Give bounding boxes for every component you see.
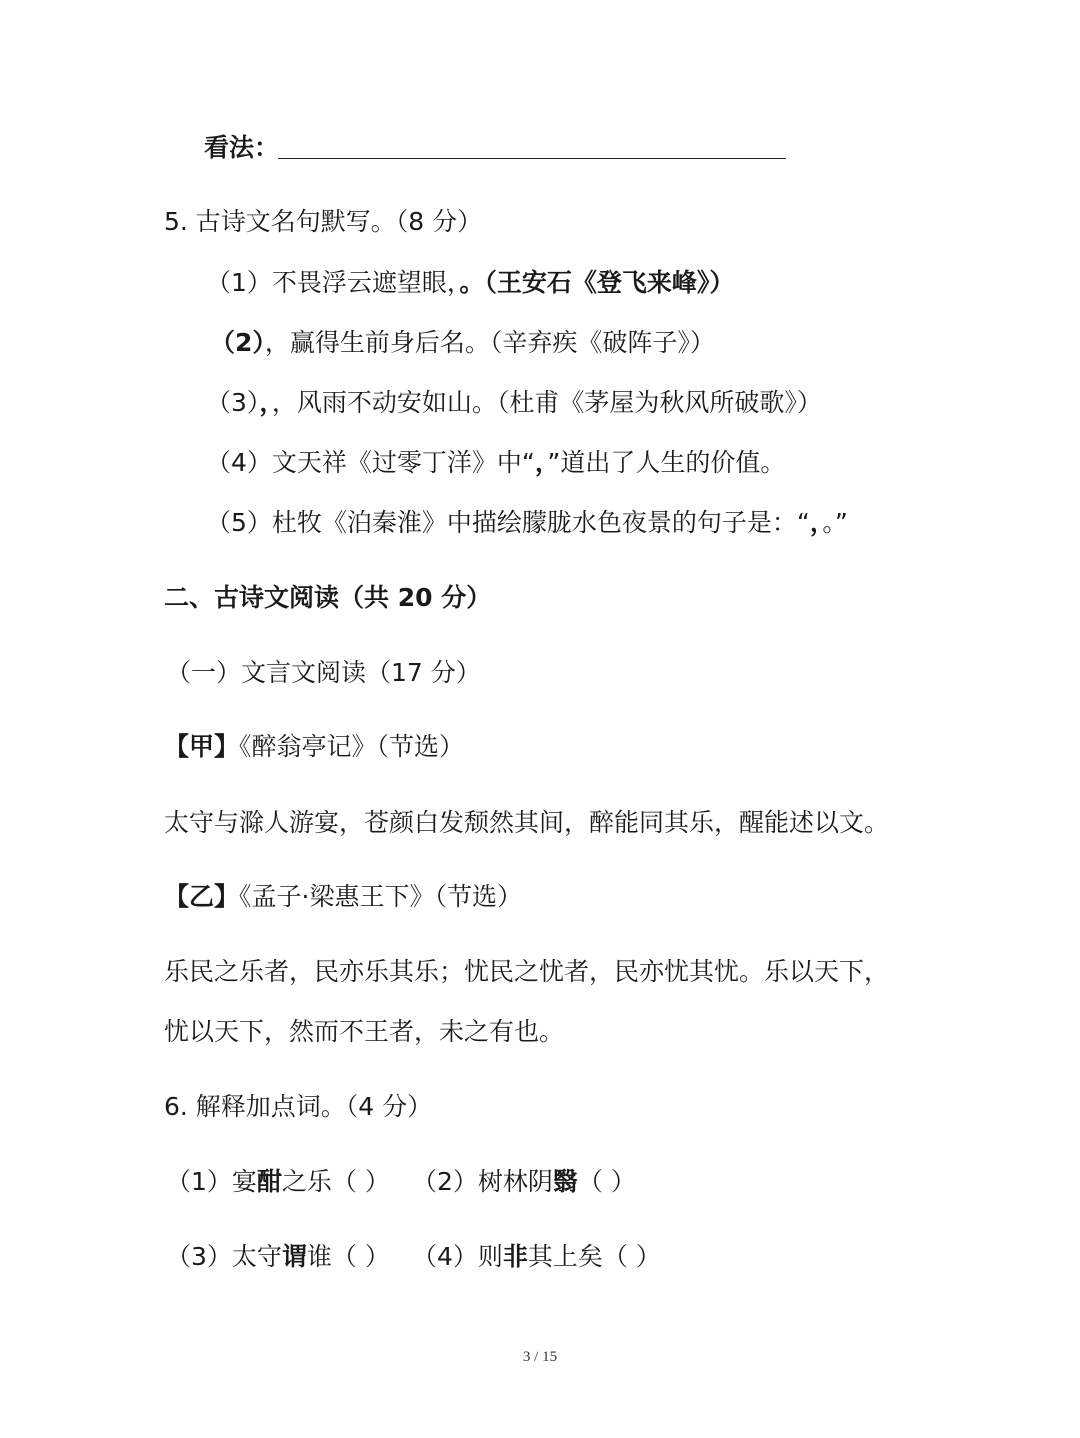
q6-item-2: [412, 1165, 636, 1199]
section2-title: 二、古诗文阅读（共 20 分）: [164, 583, 492, 612]
q5-item-3-bold: ，: [259, 388, 272, 417]
q6-item-3-post: 谁（ ）: [306, 1242, 390, 1271]
q6-item-2-pre: （2）树林阴: [412, 1167, 553, 1196]
q5-item-1-text: （1）不畏浮云遮望眼，: [206, 268, 460, 297]
q6-item-4-dotted-word: 非: [502, 1242, 528, 1271]
q5-item-2-bold: （2）: [210, 328, 265, 357]
yi-title: 《孟子·梁惠王下》（节选）: [239, 882, 522, 911]
q6-item-1-post: 之乐（ ）: [281, 1167, 390, 1196]
q5-item-2-text: ，赢得生前身后名。（辛弃疾《破阵子》）: [264, 328, 715, 357]
answer-blank-line: [278, 158, 786, 159]
q5-item-1-bold: 。（王安石《登飞来峰》）: [459, 268, 735, 297]
section2-sub1: （一）文言文阅读（17 分）: [166, 658, 481, 687]
q6-item-2-post: （ ）: [577, 1167, 636, 1196]
q5-item-4: [206, 446, 785, 480]
yi-heading: [164, 880, 522, 914]
q5-item-1: [206, 266, 734, 300]
q6-item-3-pre: （3）太守: [166, 1242, 282, 1271]
q6-item-4-post: 其上矣（ ）: [527, 1242, 661, 1271]
jia-heading: [164, 730, 464, 764]
yi-label: 【乙】: [164, 882, 240, 911]
q6-item-3-dotted-word: 谓: [281, 1242, 307, 1271]
q5-item-3-text-b: ，风雨不动安如山。（杜甫《茅屋为秋风所破歌》）: [271, 388, 822, 417]
q5-item-4-text-b: ”道出了人生的价值。: [547, 448, 786, 477]
q5-item-5-bold: ，: [809, 508, 823, 537]
q6-item-1-dotted-word: 酣: [256, 1167, 282, 1196]
q5-item-4-bold: ，: [534, 448, 548, 477]
page-number: 3 / 15: [522, 1349, 558, 1365]
jia-title: 《醉翁亭记》（节选）: [239, 732, 465, 761]
q5-item-5-text-b: 。”: [822, 508, 848, 537]
yi-text-line-1: 乐民之乐者，民亦乐其乐；忧民之忧者，民亦忧其忧。乐以天下，: [164, 957, 890, 986]
view-label: 看法：: [204, 133, 280, 162]
q5-item-2: [210, 326, 715, 360]
q6-item-4-pre: （4）则: [412, 1242, 503, 1271]
q5-item-5: [206, 506, 848, 540]
q6-item-3: [166, 1240, 390, 1274]
q5-title: 5. 古诗文名句默写。（8 分）: [164, 207, 483, 236]
q6-item-1: [166, 1165, 390, 1199]
q6-title: 6. 解释加点词。（4 分）: [164, 1092, 433, 1121]
jia-label: 【甲】: [164, 732, 240, 761]
jia-text: 太守与滁人游宴，苍颜白发颓然其间，醉能同其乐，醒能述以文。: [164, 808, 890, 837]
q5-item-4-text-a: （4）文天祥《过零丁洋》中“: [206, 448, 535, 477]
q5-item-5-text-a: （5）杜牧《泊秦淮》中描绘朦胧水色夜景的句子是：“: [206, 508, 810, 537]
q6-item-2-dotted-word: 翳: [552, 1167, 578, 1196]
q5-item-3-text-a: （3）: [206, 388, 260, 417]
q5-item-3: [206, 386, 822, 420]
q6-item-4: [412, 1240, 661, 1274]
q6-item-1-pre: （1）宴: [166, 1167, 257, 1196]
yi-text-line-2: 忧以天下，然而不王者，未之有也。: [164, 1017, 565, 1046]
